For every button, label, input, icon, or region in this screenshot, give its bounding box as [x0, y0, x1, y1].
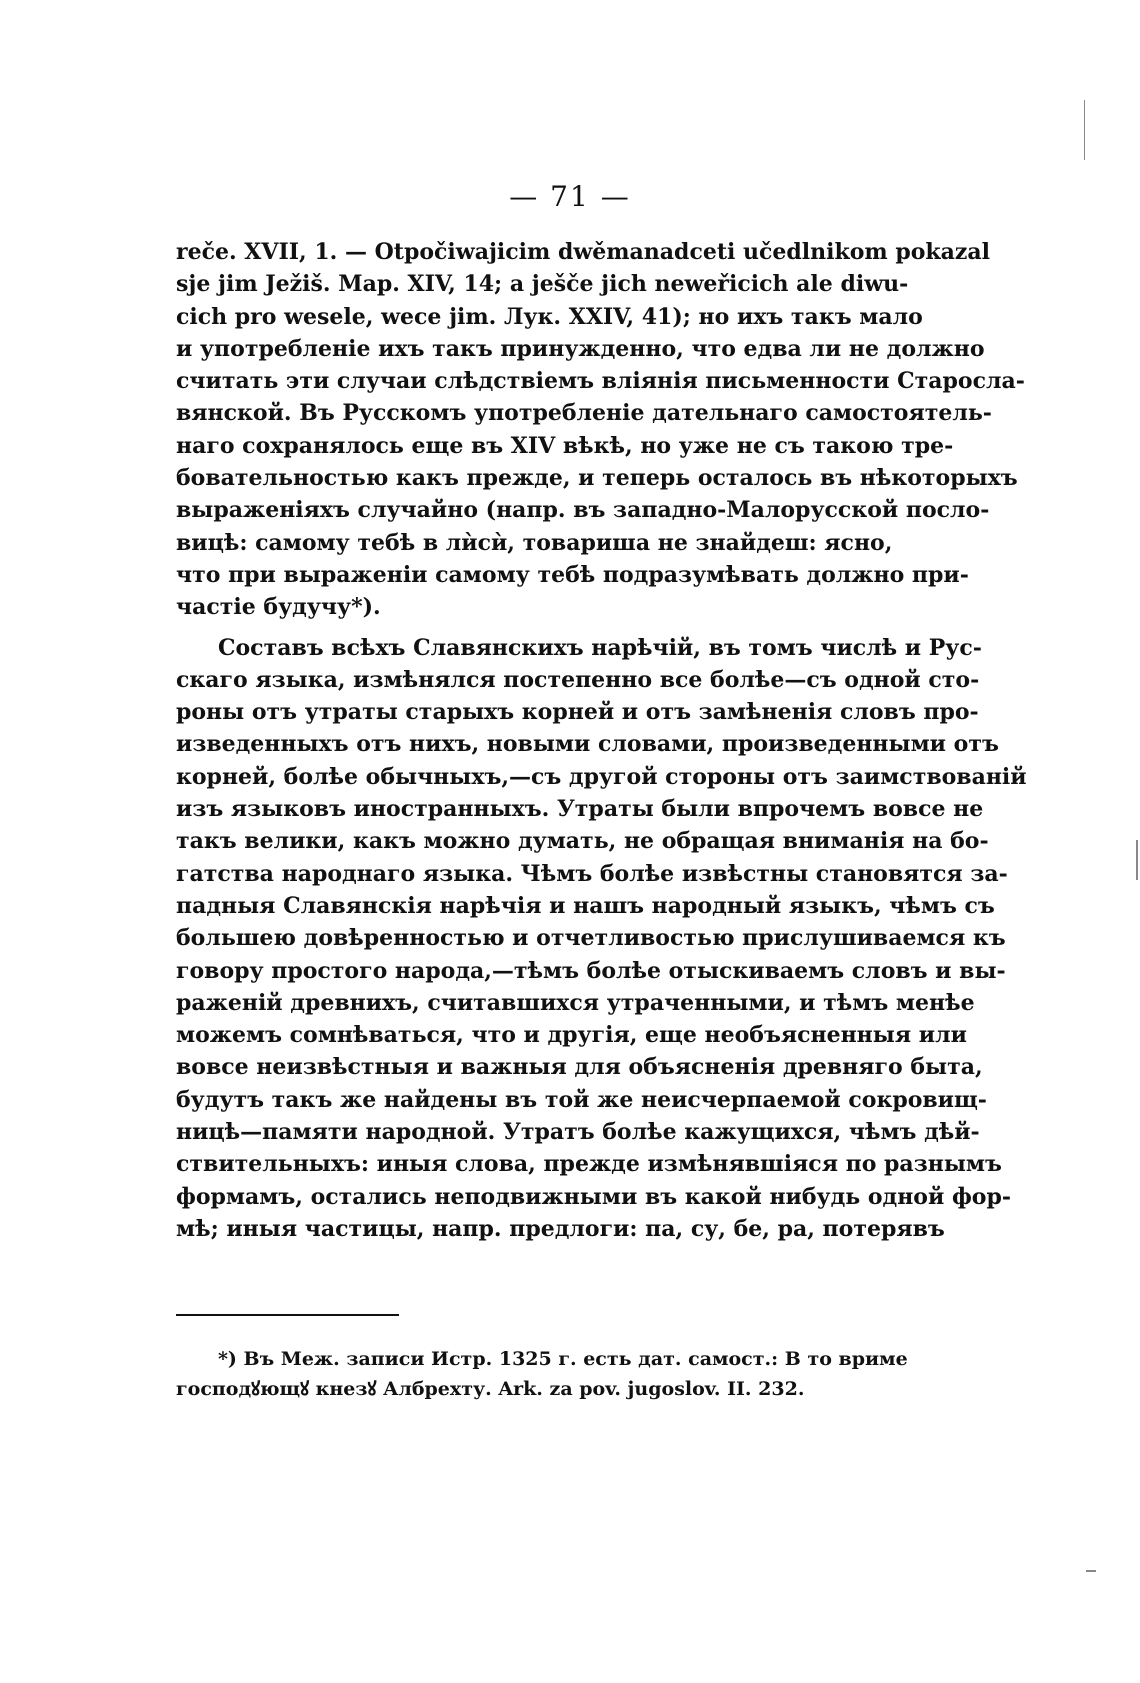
text-line: cich pro wesele, wece jim. Лук. XXIV, 41); но ихъ такъ мало	[176, 303, 923, 330]
text-line: раженій древнихъ, считавшихся утраченными, и тѣмъ менѣе	[176, 989, 975, 1016]
text-line: вянской. Въ Русскомъ употребленіе дательнаго самостоятель-	[176, 400, 992, 427]
text-line: мѣ; иныя частицы, напр. предлоги: па, су, бе, ра, потерявъ	[176, 1215, 945, 1242]
text-line: формамъ, остались неподвижными въ какой нибудь одной фор-	[176, 1183, 1011, 1210]
text-line: считать эти случаи слѣдствіемъ вліянія письменности Старосла-	[176, 368, 1025, 395]
text-line: sje jim Ježiš. Мар. XIV, 14; a ješče jich neweřicich ale diwu-	[176, 271, 909, 298]
text-line: Составъ всѣхъ Славянскихъ нарѣчій, въ томъ числѣ и Рус-	[218, 634, 982, 661]
footnote-line: *) Въ Меж. записи Истр. 1325 г. есть дат. самост.: В то вриме	[218, 1348, 908, 1370]
text-line: такъ велики, какъ можно думать, не обращая вниманія на бо-	[176, 828, 989, 855]
footnote-divider	[176, 1314, 399, 1316]
scan-artifact	[1136, 840, 1138, 880]
text-line: частіе будучу*).	[176, 594, 381, 621]
scan-artifact	[1084, 100, 1085, 160]
text-line: роны отъ утраты старыхъ корней и отъ замѣненія словъ про-	[176, 699, 979, 726]
text-line: говору простого народа,—тѣмъ болѣе отыскиваемъ словъ и вы-	[176, 957, 1006, 984]
paragraph-gap	[176, 624, 892, 632]
text-line: изведенныхъ отъ нихъ, новыми словами, произведенными отъ	[176, 731, 999, 758]
text-line: гатства народнаго языка. Чѣмъ болѣе извѣстны становятся за-	[176, 860, 1008, 887]
text-line: будутъ такъ же найдены въ той же неисчерпаемой сокровищ-	[176, 1086, 987, 1113]
text-line: reče. XVII, 1. — Otpočiwajicim dwěmanadceti učedlnikom pokazal	[176, 239, 991, 265]
text-line: большею довѣренностью и отчетливостью прислушиваемся къ	[176, 925, 1006, 952]
text-line: выраженіяхъ случайно (напр. въ западно-Малорусской посло-	[176, 497, 990, 524]
footnote-line: господꙋющꙋ кнезꙋ Албрехту. Ark. za pov. jugoslov. II. 232.	[176, 1378, 805, 1400]
text-line: бовательностью какъ прежде, и теперь осталось въ нѣкоторыхъ	[176, 465, 1018, 492]
scan-artifact	[1086, 1570, 1096, 1572]
text-line: что при выраженіи самому тебѣ подразумѣвать должно при-	[176, 561, 969, 588]
text-line: корней, болѣе обычныхъ,—съ другой стороны отъ заимствованій	[176, 763, 1027, 790]
text-line: изъ языковъ иностранныхъ. Утраты были впрочемъ вовсе не	[176, 796, 984, 823]
text-line: и употребленіе ихъ такъ принужденно, что едва ли не должно	[176, 335, 985, 362]
footnote	[176, 1344, 908, 1404]
text-line: вицѣ: самому тебѣ в лѝсѝ, товариша не знайдеш: ясно,	[176, 529, 893, 556]
text-line: ствительныхъ: иныя слова, прежде измѣнявшіяся по разнымъ	[176, 1151, 1002, 1178]
page-number: — 71 —	[509, 180, 631, 213]
text-line: скаго языка, измѣнялся постепенно все болѣе—съ одной сто-	[176, 666, 980, 693]
text-line: наго сохранялось еще въ XIV вѣкѣ, но уже не съ такою тре-	[176, 432, 954, 459]
text-line: вовсе неизвѣстныя и важныя для объясненія древняго быта,	[176, 1054, 983, 1081]
text-line: падныя Славянскія нарѣчія и нашъ народный языкъ, чѣмъ съ	[176, 892, 995, 919]
body-text	[176, 236, 1027, 1245]
text-line: можемъ сомнѣваться, что и другія, еще необъясненныя или	[176, 1022, 967, 1049]
text-line: ницѣ—памяти народной. Утратъ болѣе кажущихся, чѣмъ дѣй-	[176, 1119, 980, 1146]
